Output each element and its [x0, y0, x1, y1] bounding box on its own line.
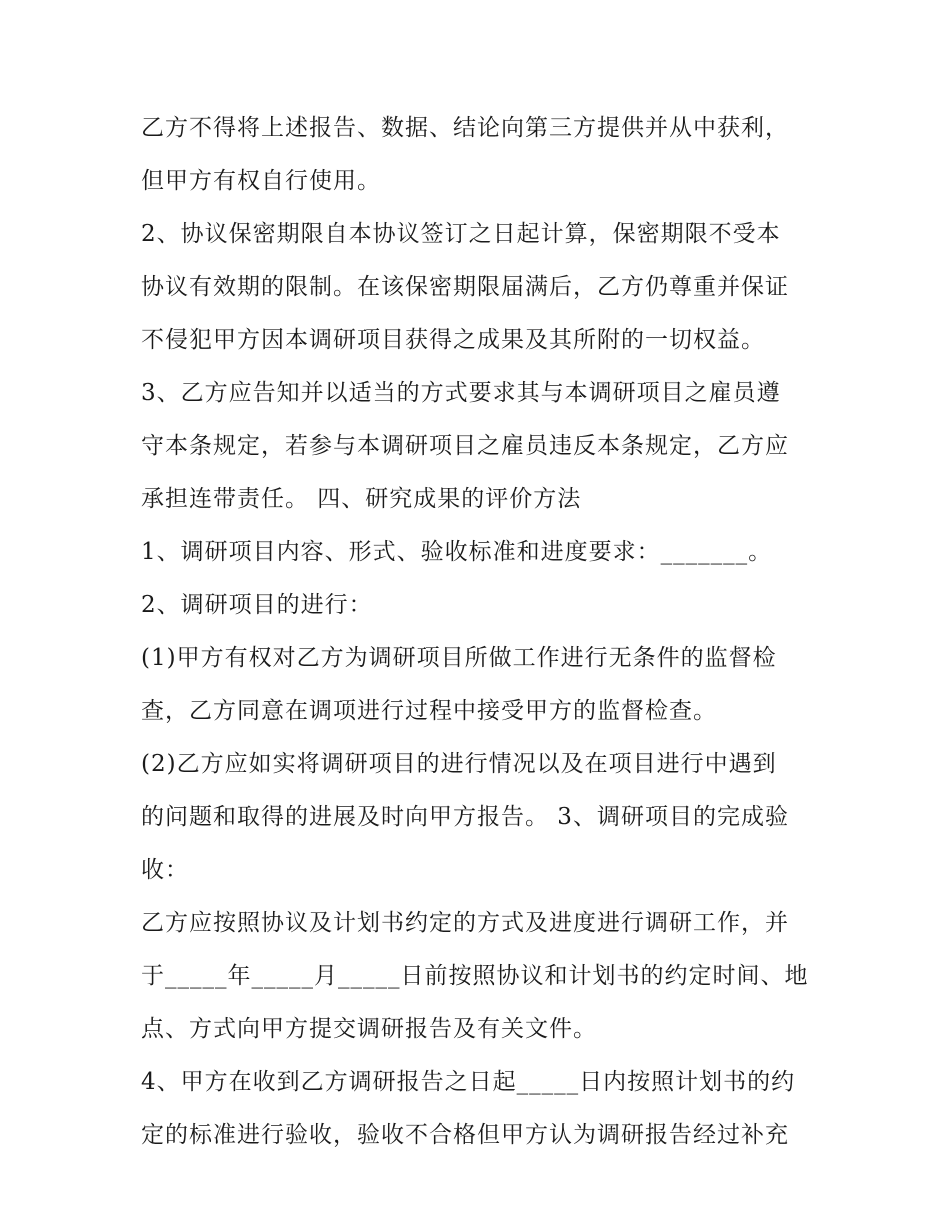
text-line: 乙方应按照协议及计划书约定的方式及进度进行调研工作，并: [141, 910, 789, 936]
text-line: 3、乙方应告知并以适当的方式要求其与本调研项目之雇员遵: [141, 380, 781, 406]
text-line: 承担连带责任。 四、研究成果的评价方法: [141, 486, 582, 512]
text-line: 守本条规定，若参与本调研项目之雇员违反本条规定，乙方应: [141, 433, 789, 459]
text-line: 乙方不得将上述报告、数据、结论向第三方提供并从中获利，: [141, 115, 789, 141]
text-line: (1)甲方有权对乙方为调研项目所做工作进行无条件的监督检: [141, 645, 777, 671]
text-line: 不侵犯甲方因本调研项目获得之成果及其所附的一切权益。: [141, 327, 765, 353]
text-line: 但甲方有权自行使用。: [141, 168, 381, 194]
text-line: 点、方式向甲方提交调研报告及有关文件。: [141, 1016, 597, 1042]
text-line: 2、协议保密期限自本协议签订之日起计算，保密期限不受本: [141, 221, 781, 247]
text-line: (2)乙方应如实将调研项目的进行情况以及在项目进行中遇到: [141, 751, 777, 777]
text-line: 于_____年_____月_____日前按照协议和计划书的约定时间、地: [141, 963, 809, 989]
text-line: 1、调研项目内容、形式、验收标准和进度要求：_______。: [141, 539, 773, 565]
text-line: 查，乙方同意在调项进行过程中接受甲方的监督检查。: [141, 698, 717, 724]
text-line: 协议有效期的限制。在该保密期限届满后，乙方仍尊重并保证: [141, 274, 789, 300]
text-line: 收：: [141, 857, 189, 883]
text-line: 2、调研项目的进行：: [141, 592, 373, 618]
text-line: 定的标准进行验收，验收不合格但甲方认为调研报告经过补充: [141, 1122, 789, 1148]
text-line: 的问题和取得的进展及时向甲方报告。 3、调研项目的完成验: [141, 804, 789, 830]
text-line: 4、甲方在收到乙方调研报告之日起_____日内按照计划书的约: [141, 1069, 796, 1095]
